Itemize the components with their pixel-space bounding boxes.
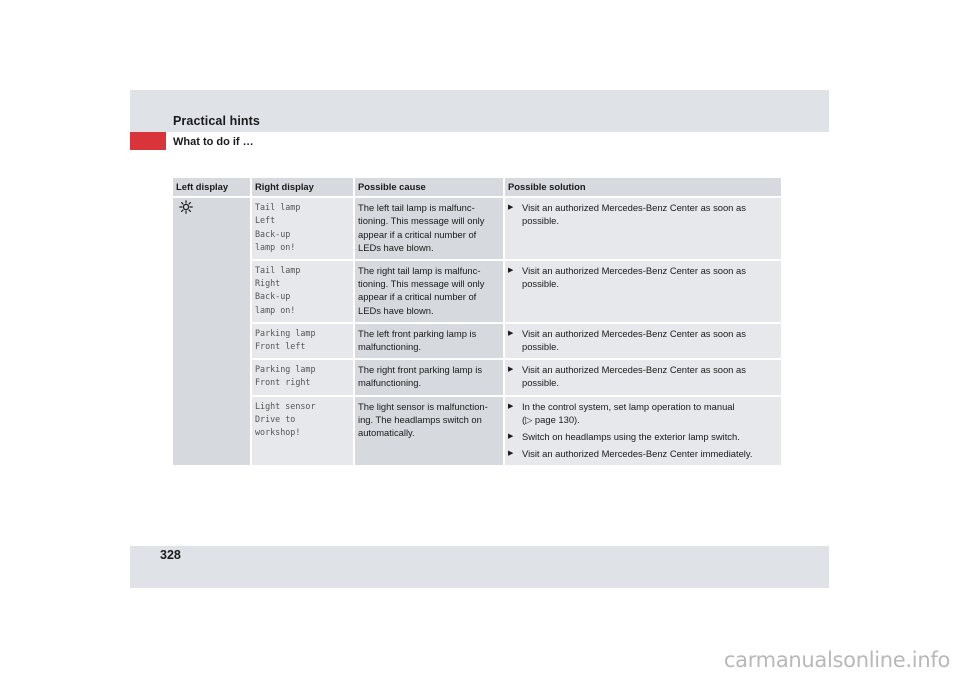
cause-line: ing. The headlamps switch on: [358, 413, 482, 425]
left-display-cell: [173, 198, 250, 467]
solution-line: Visit an authorized Mercedes-Benz Center immediately.: [522, 448, 753, 460]
right-display-cell: [250, 198, 353, 261]
table-row: [173, 397, 781, 468]
right-display-cell: [250, 261, 353, 324]
possible-solution-cell: [503, 397, 781, 468]
step-arrow-icon: ▶: [508, 204, 514, 212]
subsection-title: What to do if …: [173, 136, 254, 148]
cause-line: The right front parking lamp is: [358, 364, 483, 376]
solution-line: possible.: [522, 278, 560, 290]
right-display-line: lamp on!: [255, 241, 296, 252]
cause-line: The left front parking lamp is: [358, 327, 477, 339]
cause-line: The right tail lamp is malfunc-: [358, 265, 481, 277]
right-display-line: Tail lamp: [255, 265, 301, 276]
possible-solution-cell: [503, 360, 781, 396]
hints-table: [173, 178, 781, 467]
solution-item: [508, 430, 778, 443]
table-row: [173, 360, 781, 396]
table-body: [173, 198, 781, 467]
possible-solution-cell: [503, 324, 781, 360]
column-header-left-display: Left display: [173, 178, 250, 198]
possible-solution-cell: [503, 261, 781, 324]
right-display-cell: [250, 397, 353, 468]
cause-line: tioning. This message will only: [358, 215, 485, 227]
solution-text: [522, 400, 735, 426]
table-row: [173, 198, 781, 261]
table-row: [173, 261, 781, 324]
section-marker: [130, 132, 166, 150]
footer-band: [130, 546, 829, 588]
solution-line: possible.: [522, 341, 560, 353]
solution-line: Switch on headlamps using the exterior lamp switch.: [522, 431, 740, 443]
solution-text: [522, 264, 746, 290]
solution-text: [522, 327, 746, 353]
right-display-line: Back-up: [255, 228, 291, 239]
possible-cause-cell: [353, 261, 503, 324]
possible-cause-cell: [353, 324, 503, 360]
step-arrow-icon: ▶: [508, 329, 514, 337]
solution-line: Visit an authorized Mercedes-Benz Center as soon as: [522, 202, 746, 214]
exterior-lamp-icon: [179, 200, 193, 214]
solution-item: [508, 264, 778, 290]
solution-text: [522, 430, 740, 443]
solution-line: possible.: [522, 215, 560, 227]
step-arrow-icon: ▶: [508, 433, 514, 441]
watermark: carmanualsonline.info: [723, 648, 950, 672]
column-header-possible-cause: Possible cause: [353, 178, 503, 198]
table-row: [173, 324, 781, 360]
solution-line: Visit an authorized Mercedes-Benz Center as soon as: [522, 327, 746, 339]
solution-line: Visit an authorized Mercedes-Benz Center as soon as: [522, 265, 746, 277]
solution-text: [522, 447, 753, 460]
possible-cause-cell: [353, 360, 503, 396]
step-arrow-icon: ▶: [508, 450, 514, 458]
solution-line: In the control system, set lamp operation to manual: [522, 400, 735, 412]
cause-line: The left tail lamp is malfunc-: [358, 202, 475, 214]
step-arrow-icon: ▶: [508, 366, 514, 374]
column-header-possible-solution: Possible solution: [503, 178, 781, 198]
cause-line: LEDs have blown.: [358, 304, 434, 316]
right-display-line: Tail lamp: [255, 202, 301, 213]
solution-item: [508, 201, 778, 227]
possible-cause-cell: [353, 397, 503, 468]
solution-item: [508, 447, 778, 460]
right-display-line: Light sensor: [255, 400, 316, 411]
right-display-cell: [250, 324, 353, 360]
step-arrow-icon: ▶: [508, 402, 514, 410]
cause-line: LEDs have blown.: [358, 241, 434, 253]
right-display-cell: [250, 360, 353, 396]
solution-text: [522, 201, 746, 227]
right-display-line: Left: [255, 215, 276, 226]
solution-line: (▷ page 130).: [522, 413, 580, 425]
possible-solution-cell: [503, 198, 781, 261]
cause-line: malfunctioning.: [358, 377, 422, 389]
cause-line: automatically.: [358, 427, 415, 439]
right-display-line: lamp on!: [255, 304, 296, 315]
table-header-row: [173, 178, 781, 198]
solution-line: possible.: [522, 377, 560, 389]
right-display-line: Front left: [255, 341, 306, 352]
section-title: Practical hints: [173, 114, 260, 128]
cause-line: appear if a critical number of: [358, 228, 477, 240]
right-display-line: Parking lamp: [255, 364, 316, 375]
solution-line: Visit an authorized Mercedes-Benz Center as soon as: [522, 364, 746, 376]
solution-text: [522, 363, 746, 389]
solution-item: [508, 400, 778, 426]
column-header-right-display: Right display: [250, 178, 353, 198]
page-number: 328: [160, 548, 181, 562]
cause-line: malfunctioning.: [358, 341, 422, 353]
right-display-line: Front right: [255, 377, 311, 388]
right-display-line: Parking lamp: [255, 327, 316, 338]
right-display-line: Drive to: [255, 413, 296, 424]
solution-item: [508, 327, 778, 353]
right-display-line: workshop!: [255, 427, 301, 438]
solution-item: [508, 363, 778, 389]
cause-line: appear if a critical number of: [358, 291, 477, 303]
step-arrow-icon: ▶: [508, 267, 514, 275]
cause-line: tioning. This message will only: [358, 278, 485, 290]
cause-line: The light sensor is malfunction-: [358, 400, 488, 412]
possible-cause-cell: [353, 198, 503, 261]
right-display-line: Back-up: [255, 291, 291, 302]
right-display-line: Right: [255, 278, 281, 289]
